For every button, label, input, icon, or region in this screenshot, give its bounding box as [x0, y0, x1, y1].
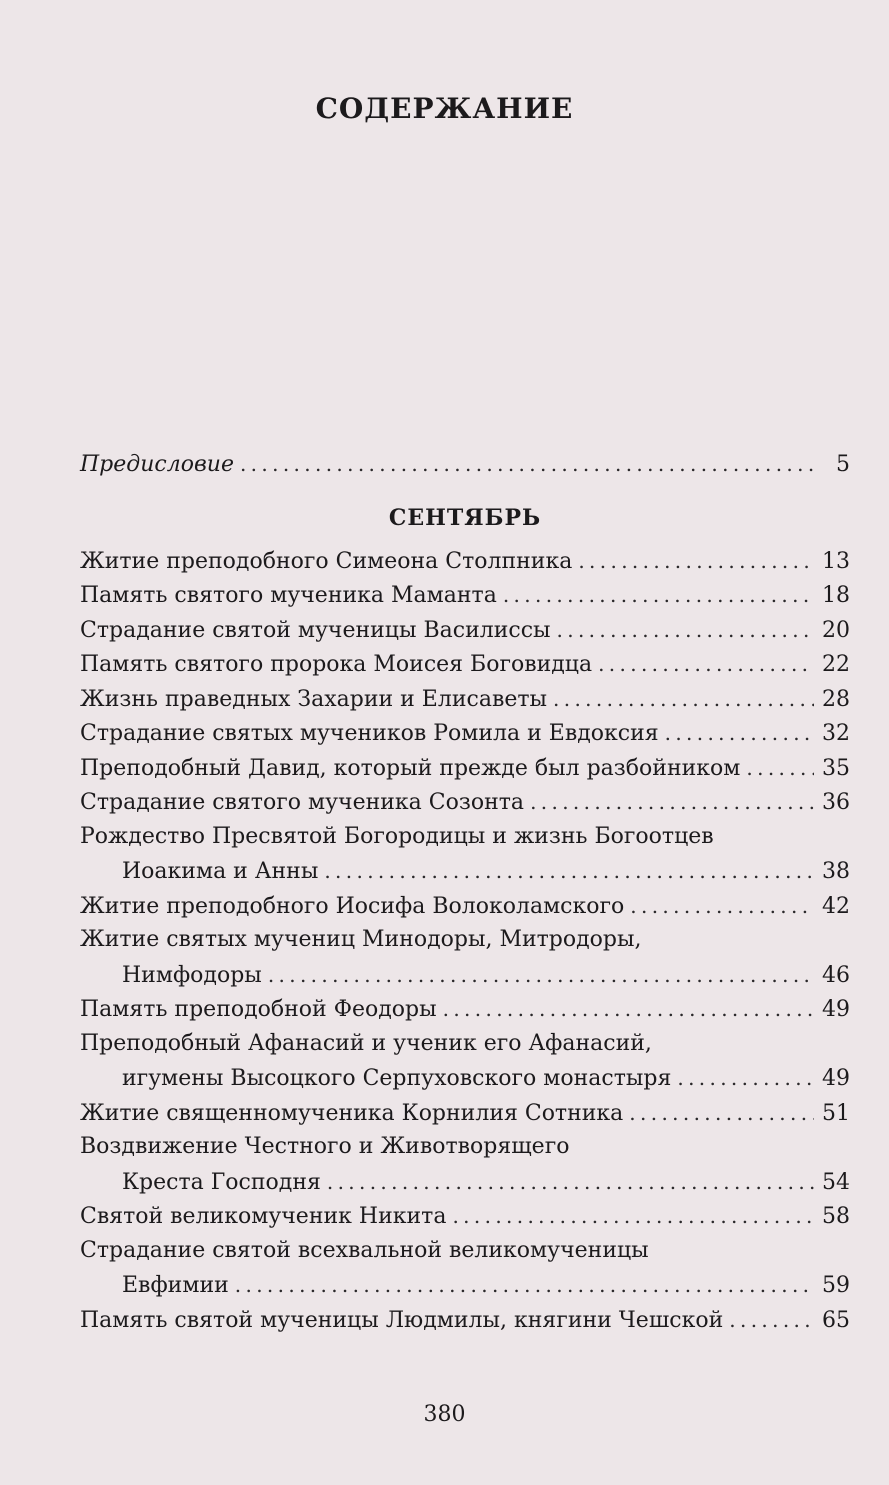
toc-entry-title: Страдание святой мученицы Василиссы: [80, 617, 551, 643]
table-of-contents: [80, 447, 850, 1337]
toc-entry-page: 22: [822, 652, 850, 677]
toc-entry-first-line: Рождество Пресвятой Богородицы и жизнь Богоотцев: [80, 823, 714, 849]
toc-entry-first-line: Воздвижение Честного и Животворящего: [80, 1134, 570, 1159]
toc-entry-page: 65: [822, 1307, 850, 1333]
toc-entry-page: 18: [822, 583, 850, 608]
toc-entry-title: Евфимии: [122, 1273, 229, 1298]
toc-entry[interactable]: [80, 992, 850, 1027]
dot-leader: [262, 958, 814, 993]
toc-entry-title: Житие преподобного Симеона Столпника: [80, 548, 573, 574]
toc-entry[interactable]: [80, 647, 850, 682]
toc-entry-title: игумены Высоцкого Серпуховского монастыря: [122, 1066, 672, 1091]
toc-entry-page: 5: [836, 452, 850, 477]
dot-leader: [321, 1165, 814, 1200]
toc-entry[interactable]: [80, 854, 850, 889]
dot-leader: [551, 613, 814, 648]
toc-entry[interactable]: [80, 1165, 850, 1200]
toc-entry-page: 51: [822, 1100, 850, 1126]
dot-leader: [497, 578, 814, 613]
toc-entry[interactable]: [80, 1303, 850, 1338]
toc-entry-page: 49: [822, 1066, 850, 1091]
toc-entry[interactable]: [80, 785, 850, 820]
dot-leader: [623, 1096, 814, 1131]
dot-leader: [234, 447, 814, 482]
toc-entry-title: Память святого мученика Маманта: [80, 583, 497, 608]
dot-leader: [740, 751, 814, 786]
toc-entry-title: Креста Господня: [122, 1169, 321, 1195]
dot-leader: [671, 1061, 814, 1096]
page-title: СОДЕРЖАНИЕ: [315, 92, 574, 125]
dot-leader: [446, 1199, 814, 1234]
page-number: 380: [423, 1402, 466, 1427]
toc-entry-title: Страдание святого мученика Созонта: [80, 790, 525, 815]
toc-entry-title: Житие священномученика Корнилия Сотника: [80, 1100, 624, 1126]
toc-entry[interactable]: [80, 613, 850, 648]
toc-entry[interactable]: [80, 716, 850, 751]
dot-leader: [572, 544, 814, 579]
toc-entry-title: Житие преподобного Иосифа Волоколамского: [80, 893, 625, 919]
toc-entry[interactable]: [80, 958, 850, 993]
toc-entry-page: 38: [822, 859, 850, 884]
toc-entry[interactable]: [80, 889, 850, 924]
toc-entry-title: Жизнь праведных Захарии и Елисаветы: [80, 686, 548, 712]
toc-entry-page: 13: [822, 548, 850, 574]
toc-entry[interactable]: [80, 682, 850, 717]
month-heading: СЕНТЯБРЬ: [388, 504, 542, 531]
toc-entry[interactable]: [80, 1061, 850, 1096]
toc-entry-page: 36: [822, 790, 850, 815]
dot-leader: [524, 785, 814, 820]
toc-entry-title: Память преподобной Феодоры: [80, 997, 437, 1022]
toc-entry[interactable]: [80, 1199, 850, 1234]
toc-entry-title: Нимфодоры: [122, 962, 262, 988]
dot-leader: [437, 992, 814, 1027]
toc-entry[interactable]: [80, 1268, 850, 1303]
toc-entry-page: 59: [822, 1273, 850, 1298]
toc-entry-first-line: Страдание святой всехвальной великомученицы: [80, 1237, 649, 1263]
toc-entry-title: Святой великомученик Никита: [80, 1204, 447, 1229]
toc-entry-first-line: Житие святых мучениц Минодоры, Митродоры,: [80, 927, 642, 952]
toc-entry-page: 49: [822, 997, 850, 1022]
toc-entry[interactable]: [80, 1096, 850, 1131]
toc-entry-page: 54: [822, 1169, 850, 1195]
toc-entry-page: 35: [822, 755, 850, 781]
toc-entry-title: Иоакима и Анны: [122, 859, 319, 884]
toc-entry[interactable]: [80, 751, 850, 786]
toc-entry[interactable]: [80, 544, 850, 579]
dot-leader: [592, 647, 814, 682]
toc-entry-title: Память святого пророка Моисея Боговидца: [80, 652, 593, 677]
dot-leader: [723, 1303, 814, 1338]
toc-entry-page: 58: [822, 1204, 850, 1229]
toc-entry-title: Память святой мученицы Людмилы, княгини Чешской: [80, 1307, 724, 1333]
toc-entries-list: [80, 544, 850, 1338]
toc-entry-preface[interactable]: [80, 447, 850, 482]
toc-entry-first-line: Преподобный Афанасий и ученик его Афанасий,: [80, 1030, 652, 1056]
toc-entry-page: 28: [822, 686, 850, 712]
dot-leader: [624, 889, 814, 924]
dot-leader: [318, 854, 814, 889]
toc-entry-page: 46: [822, 962, 850, 988]
dot-leader: [229, 1268, 814, 1303]
toc-entry-page: 42: [822, 893, 850, 919]
toc-entry-page: 32: [822, 721, 850, 746]
toc-entry-title: Страдание святых мучеников Ромила и Евдоксия: [80, 721, 659, 746]
dot-leader: [659, 716, 814, 751]
dot-leader: [547, 682, 814, 717]
toc-entry-title: Преподобный Давид, который прежде был разбойником: [80, 755, 741, 781]
toc-entry-page: 20: [822, 617, 850, 643]
toc-entry[interactable]: [80, 578, 850, 613]
toc-entry-title: Предисловие: [80, 452, 234, 477]
